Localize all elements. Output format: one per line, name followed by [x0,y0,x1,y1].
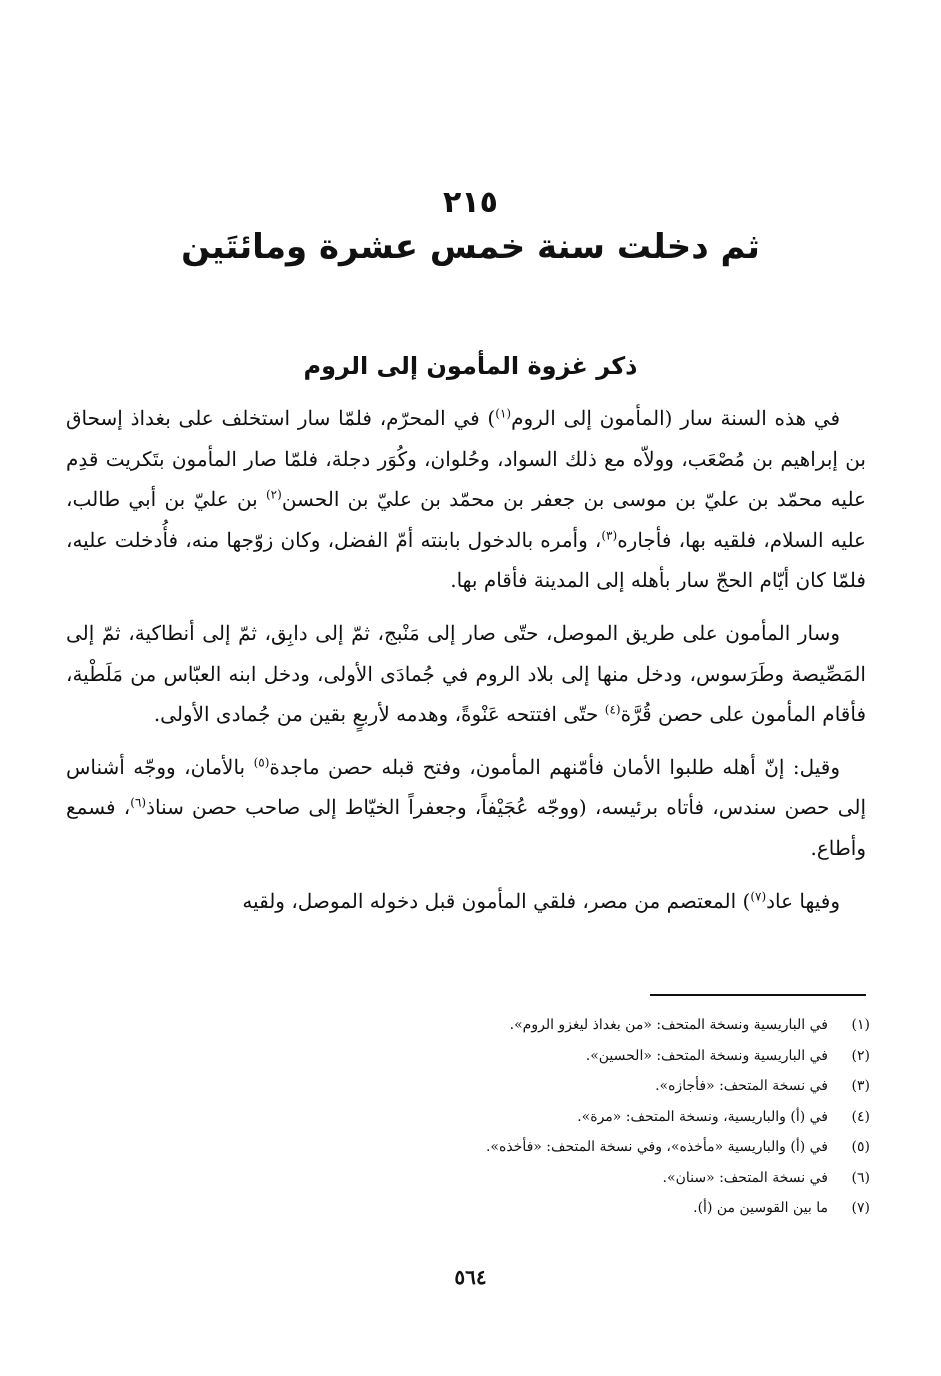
footnote-item [300,1132,870,1163]
footnote-number: (٤) [851,1108,870,1125]
footnote-number: (١) [851,1017,870,1033]
paragraph-text: ) المعتصم من مصر، فلقي المأمون قبل دخوله الموصل، ولقيه [242,888,751,913]
footnote-number: (٦) [851,1169,870,1186]
footnote-number: (٣) [851,1078,870,1094]
footnote-ref: (٣) [601,528,618,543]
footnote-ref: (٥) [253,755,270,770]
footnote-text: في (أ) والباريسية، ونسخة المتحف: «مرة». [577,1108,828,1125]
footnote-text: ما بين القوسين من (أ). [693,1200,828,1216]
paragraph-text: حتّى افتتحه عَنْوةً، وهدمه لأربعٍ بقين من جُمادى الأولى. [153,702,605,727]
paragraph-2 [66,613,866,735]
footnote-number: (٢) [851,1047,870,1064]
paragraph-1 [66,398,866,601]
paragraph-4 [66,881,866,922]
footnote-item [300,1193,870,1224]
paragraph-text: وفيها عاد [766,888,840,913]
footnote-item [300,1071,870,1102]
paragraph-text: في هذه السنة سار (المأمون إلى الروم [511,406,841,430]
paragraph-text: ، فسمع وأطاع. [66,795,866,860]
year-number: ٢١٥ [443,185,498,220]
footnote-item [300,1163,870,1194]
footnote-text: في الباريسية ونسخة المتحف: «الحسين». [585,1047,828,1064]
footnote-ref: (٦) [130,795,147,810]
page-number: ٥٦٤ [454,1265,487,1289]
footnote-ref: (٧) [750,888,767,903]
paragraph-text: ، وأمره بالدخول بابنته أمّ الفضل، وكان زوّجها منه، فأُدخلت عليه، فلمّا كان أيّام الحجّ سار بأهله إلى المدينة فأقام بها. [66,527,866,593]
paragraph-text: بالأمان، ووجّه أشناس إلى حصن سندس، فأتاه برئيسه، (ووجّه عُجَيْفاً، وجعفراً الخيّاط إلى صاحب حصن سناذ [66,754,867,820]
paragraph-text: وقيل: إنّ أهله طلبوا الأمان فأمّنهم المأمون، وفتح قبله حصن ماجدة [269,754,840,779]
footnote-text: في نسخة المتحف: «فأجازه». [655,1078,828,1094]
footnote-text: في الباريسية ونسخة المتحف: «من بغداذ ليغزو الروم». [509,1017,828,1033]
paragraph-3 [66,747,866,869]
footnote-text: في نسخة المتحف: «سنان». [662,1169,828,1186]
footnote-item [300,1041,870,1072]
footnote-item [300,1010,870,1041]
paragraph-text: بن عليّ بن أبي طالب، عليه السلام، فلقيه بها، فأجاره [66,487,866,552]
footnote-ref: (١) [495,406,512,421]
footnote-ref: (٤) [604,702,621,717]
footnote-text: في (أ) والباريسية «مأخذه»، وفي نسخة المتحف: «فأخذه». [485,1139,828,1155]
body-text [66,398,866,933]
footnote-ref: (٢) [265,487,282,502]
footnote-number: (٧) [851,1200,870,1216]
chapter-title: ثم دخلت سنة خمس عشرة ومائتَين [181,227,760,267]
section-heading: ذكر غزوة المأمون إلى الروم [303,352,638,380]
paragraph-text: ) في المحرّم، فلمّا سار استخلف على بغداذ إسحاق بن إبراهيم بن مُصْعَب، وولاّه مع ذلك السواد، وحُلوان، وكُوَر دجلة، فلمّا صار المأمون بتَكريت قدِم عليه محمّد بن عليّ بن موسى بن جعفر بن محمّد بن عليّ بن الحسن [66,406,866,512]
footnote-number: (٥) [851,1139,870,1155]
paragraph-text: وسار المأمون على طريق الموصل، حتّى صار إلى مَنْبج، ثمّ إلى دابِق، ثمّ إلى أنطاكية، ثمّ إلى المَصِّيصة وطَرَسوس، ودخل منها إلى بلاد الروم في جُمادَى الأولى، ودخل ابنه العبّاس من مَلَطْية، فأقام المأمون على حصن قُرَّة [66,620,866,727]
footnote-item [300,1102,870,1133]
footnote-divider [650,994,866,996]
footnotes-list [300,1010,870,1224]
